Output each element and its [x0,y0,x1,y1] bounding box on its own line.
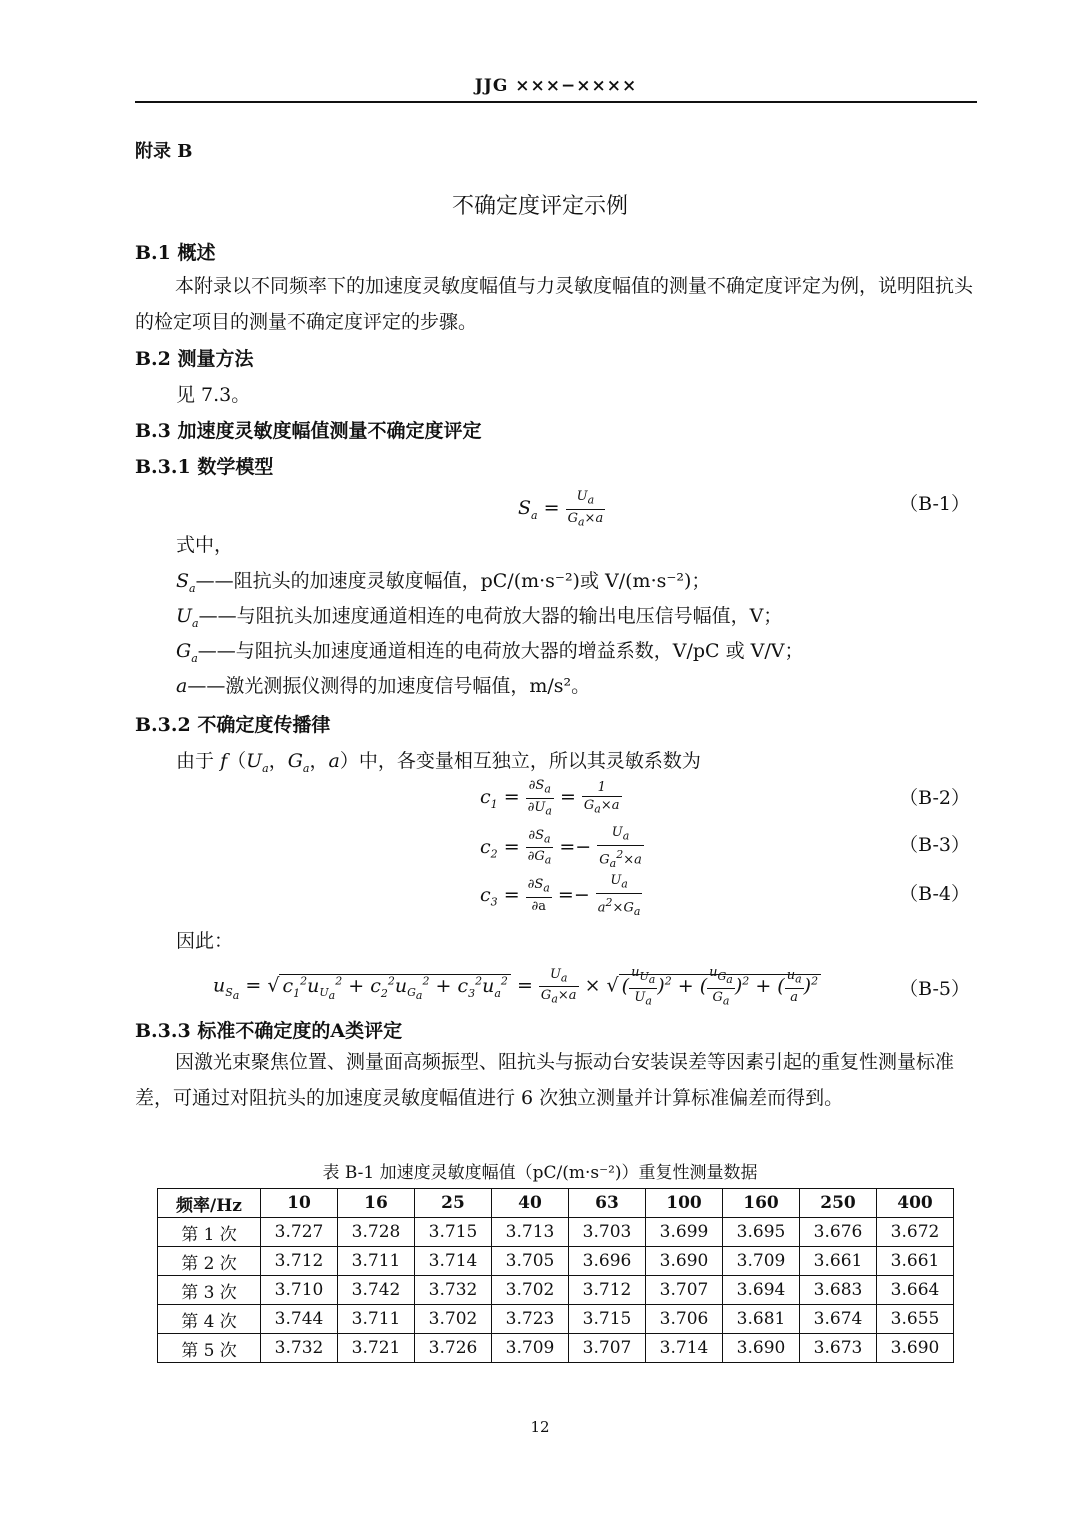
table-cell: 3.655 [877,1305,954,1334]
equation-b5-body: $u_{S_a}$ = √ $c_1^2u_{U_a}^2 + c_2^2u_{G_a}^2 + c_3^2u_a^2$ = $\frac{U_a}{G_a\times a}$ × √ ( $\frac{u_{U_a}}{U_a}$ )$^2$ + ( $\frac{u_{G_a}}{G_a}$ )$^2$ + ( $\frac{u_a}{a}$ )$^2$ [213,964,821,1009]
table-cell: 3.676 [800,1218,877,1247]
section-b32-text-pre: 由于 [176,750,215,772]
table-cell: 3.728 [338,1218,415,1247]
table-cell: 3.732 [415,1276,492,1305]
table-cell: 3.707 [569,1334,646,1363]
table-cell: 3.690 [646,1247,723,1276]
table-row [158,1218,954,1247]
section-b32-text-post: 中，各变量相互独立，所以其灵敏系数为 [358,750,701,772]
section-b32-text: 由于 $f(U_a$，$G_a$，a）中，各变量相互独立，所以其灵敏系数为 [176,750,701,775]
table-cell: 第 5 次 [158,1334,261,1363]
table-caption: 表 B-1 加速度灵敏度幅值（pC/(m·s⁻²)）重复性测量数据 [322,1163,758,1183]
table-cell: 3.661 [877,1247,954,1276]
definition-ga-text: ——与阻抗头加速度通道相连的电荷放大器的增益系数，V/pC 或 V/V； [197,640,804,662]
table-header-cell: 400 [877,1189,954,1218]
table-cell: 3.711 [338,1305,415,1334]
table-cell: 3.664 [877,1276,954,1305]
table-header-cell: 频率/Hz [158,1189,261,1218]
table-cell: 3.703 [569,1218,646,1247]
definition-sa: $S_a——$阻抗头的加速度灵敏度幅值，pC/(m·s⁻²)或 V/(m·s⁻²)； [176,570,711,595]
equation-b4 [0,870,1080,918]
table-cell: 3.681 [723,1305,800,1334]
table-row [158,1305,954,1334]
equation-b5 [0,960,1080,1010]
equation-b2-number: （B-2） [899,787,970,809]
table-row [158,1334,954,1363]
equation-b4-body: $c_3$ = $\frac{\partial S_a}{\partial a}$ =− $\frac{U_a}{a^2\times G_a}$ [480,873,641,918]
table-cell: 3.714 [646,1334,723,1363]
equation-b1-number: （B-1） [899,493,970,515]
table-cell: 3.713 [492,1218,569,1247]
equation-b3-body: $c_2$ = $\frac{\partial S_a}{\partial G_a}$ =− $\frac{U_a}{G_a^2\times a}$ [480,825,642,870]
table-header-row [158,1189,954,1218]
definition-ua-text: ——与阻抗头加速度通道相连的电荷放大器的输出电压信号幅值，V； [198,605,783,627]
table-cell: 3.699 [646,1218,723,1247]
table-cell: 3.721 [338,1334,415,1363]
measurement-table [157,1188,954,1363]
section-b1-heading: B.1 概述 [135,242,216,264]
equation-b5-number: （B-5） [899,978,970,1000]
table-cell: 3.723 [492,1305,569,1334]
table-cell: 3.709 [492,1334,569,1363]
table-header-cell: 16 [338,1189,415,1218]
table-cell: 3.694 [723,1276,800,1305]
section-b33-heading: B.3.3 标准不确定度的A类评定 [135,1020,403,1042]
therefore-label: 因此： [176,930,234,952]
where-label: 式中， [176,534,234,556]
table-header-cell: 40 [492,1189,569,1218]
definition-ua: $U_a——$与阻抗头加速度通道相连的电荷放大器的输出电压信号幅值，V； [176,605,783,630]
table-cell: 3.674 [800,1305,877,1334]
section-b33-text: 因激光束聚焦位置、测量面高频振型、阻抗头与振动台安装误差等因素引起的重复性测量标准差，可通过对阻抗头的加速度灵敏度幅值进行 6 次独立测量并计算标准偏差而得到。 [135,1051,955,1109]
table-cell: 3.709 [723,1247,800,1276]
table-header-cell: 10 [261,1189,338,1218]
definition-sa-text: ——阻抗头的加速度灵敏度幅值，pC/(m·s⁻²)或 V/(m·s⁻²)； [195,570,711,592]
table-cell: 第 1 次 [158,1218,261,1247]
table-cell: 3.712 [261,1247,338,1276]
equation-b2-body: $c_1$ = $\frac{\partial S_a}{\partial U_a}$ = $\frac{1}{G_a\times a}$ [480,778,620,818]
table-cell: 3.702 [415,1305,492,1334]
section-b32-heading: B.3.2 不确定度传播律 [135,714,331,736]
equation-b3 [0,822,1080,870]
table-cell: 第 3 次 [158,1276,261,1305]
section-b31-heading: B.3.1 数学模型 [135,456,274,478]
equation-b4-number: （B-4） [899,883,970,905]
table-cell: 3.707 [646,1276,723,1305]
page-number: 12 [530,1418,550,1436]
section-b2-heading: B.2 测量方法 [135,348,254,370]
table-cell: 3.702 [492,1276,569,1305]
table-cell: 3.711 [338,1247,415,1276]
table-cell: 3.710 [261,1276,338,1305]
table-cell: 3.715 [415,1218,492,1247]
table-header-cell: 100 [646,1189,723,1218]
table-cell: 3.661 [800,1247,877,1276]
table-cell: 3.705 [492,1247,569,1276]
table-header-cell: 250 [800,1189,877,1218]
equation-b1 [0,480,1080,529]
table-cell: 3.715 [569,1305,646,1334]
equation-b2 [0,775,1080,819]
table-cell: 3.690 [877,1334,954,1363]
table-header-cell: 63 [569,1189,646,1218]
table-cell: 3.712 [569,1276,646,1305]
table-cell: 3.742 [338,1276,415,1305]
table-cell: 3.672 [877,1218,954,1247]
table-cell: 3.744 [261,1305,338,1334]
table-row [158,1276,954,1305]
table-cell: 3.726 [415,1334,492,1363]
section-b2-text: 见 7.3。 [176,384,251,406]
definition-ga: $G_a——$与阻抗头加速度通道相连的电荷放大器的增益系数，V/pC 或 V/V； [176,640,804,665]
table-header-cell: 160 [723,1189,800,1218]
page-title: 不确定度评定示例 [451,194,628,219]
table-cell: 第 2 次 [158,1247,261,1276]
header-rule [135,101,977,103]
table-cell: 3.673 [800,1334,877,1363]
table-cell: 3.714 [415,1247,492,1276]
definition-a: a——激光测振仪测得的加速度信号幅值，m/s²。 [176,675,591,697]
table-row [158,1247,954,1276]
table-cell: 第 4 次 [158,1305,261,1334]
equation-b1-body: $S_a$ = $\frac{U_a}{G_a\times a}$ [518,489,604,529]
table-cell: 3.732 [261,1334,338,1363]
definition-a-text: ——激光测振仪测得的加速度信号幅值，m/s²。 [187,675,591,697]
table-cell: 3.690 [723,1334,800,1363]
appendix-label: 附录 B [135,141,193,162]
table-cell: 3.727 [261,1218,338,1247]
table-cell: 3.695 [723,1218,800,1247]
equation-b3-number: （B-3） [899,834,970,856]
section-b3-heading: B.3 加速度灵敏度幅值测量不确定度评定 [135,420,482,442]
table-cell: 3.706 [646,1305,723,1334]
table-cell: 3.683 [800,1276,877,1305]
section-b1-text: 本附录以不同频率下的加速度灵敏度幅值与力灵敏度幅值的测量不确定度评定为例，说明阻抗头的检定项目的测量不确定度评定的步骤。 [135,275,974,333]
running-header: JJG ×××−×××× [474,76,638,96]
table-header-cell: 25 [415,1189,492,1218]
table-cell: 3.696 [569,1247,646,1276]
